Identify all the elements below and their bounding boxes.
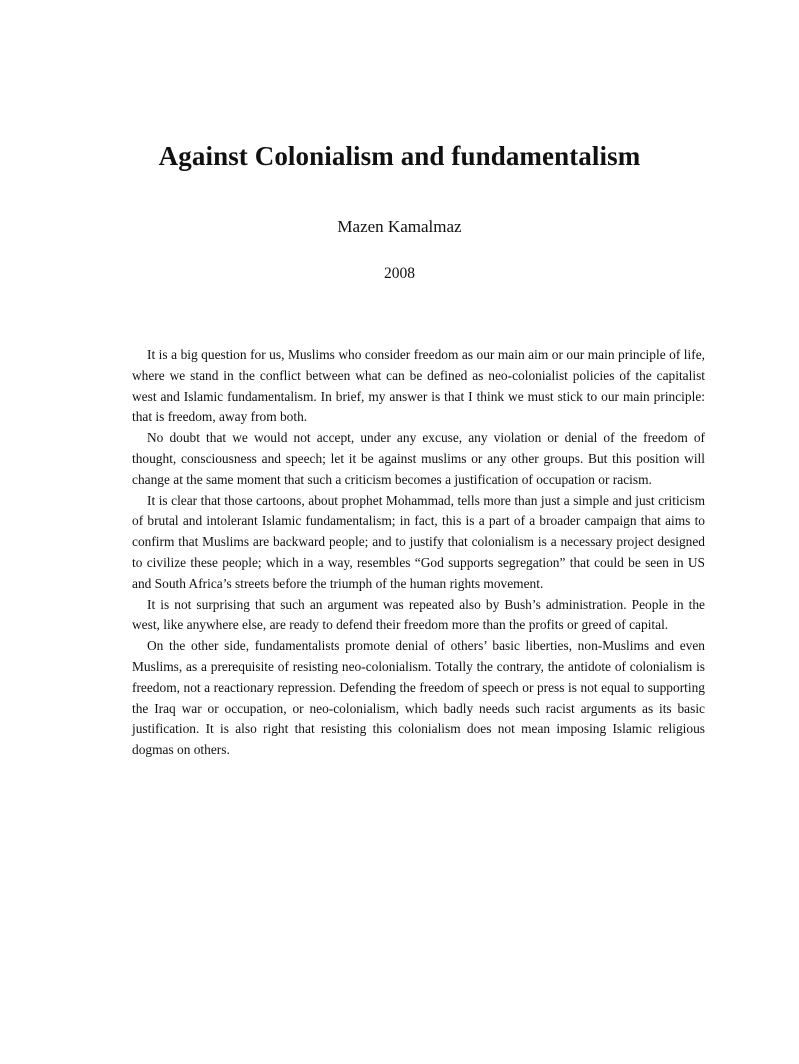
- document-date: 2008: [384, 265, 415, 282]
- body-paragraph: It is a big question for us, Muslims who consider freedom as our main aim or our main principle of life, where we stand in the conflict between what can be defined as neo-colonialist policies of the capitalist west and Islamic fundamentalism. In brief, my answer is that I think we must stick to our main principle: that is freedom, away from both.: [132, 347, 705, 425]
- body-paragraph: On the other side, fundamentalists promote denial of others’ basic liberties, non-Muslims and even Muslims, as a prerequisite of resisting neo-colonialism. Totally the contrary, the antidote of colonialism is freedom, not a reactionary repression. Defending the freedom of speech or press is not equal to supporting the Iraq war or occupation, or neo-colonialism, which badly needs such racist arguments as its basic justification. It is also right that resisting this colonialism does not mean imposing Islamic religious dogmas on others.: [132, 638, 705, 758]
- document-title: Against Colonialism and fundamentalism: [158, 141, 641, 171]
- document-body: [132, 345, 705, 761]
- body-paragraph: No doubt that we would not accept, under any excuse, any violation or denial of the freedom of thought, consciousness and speech; let it be against muslims or any other groups. But this position will change at the same moment that such a criticism becomes a justification of occupation or racism.: [132, 430, 705, 487]
- body-paragraph: It is clear that those cartoons, about prophet Mohammad, tells more than just a simple and just criticism of brutal and intolerant Islamic fundamentalism; in fact, this is a part of a broader campaign that aims to confirm that Muslims are backward people; and to justify that colonialism is a necessary project designed to civilize these people; which in a way, resembles “God supports segregation” that could be seen in US and South Africa’s streets before the triumph of the human rights movement.: [132, 492, 705, 591]
- body-paragraph: It is not surprising that such an argument was repeated also by Bush’s administration. People in the west, like anywhere else, are ready to defend their freedom more than the profits or greed of capital.: [132, 596, 705, 633]
- document-author: Mazen Kamalmaz: [337, 217, 462, 236]
